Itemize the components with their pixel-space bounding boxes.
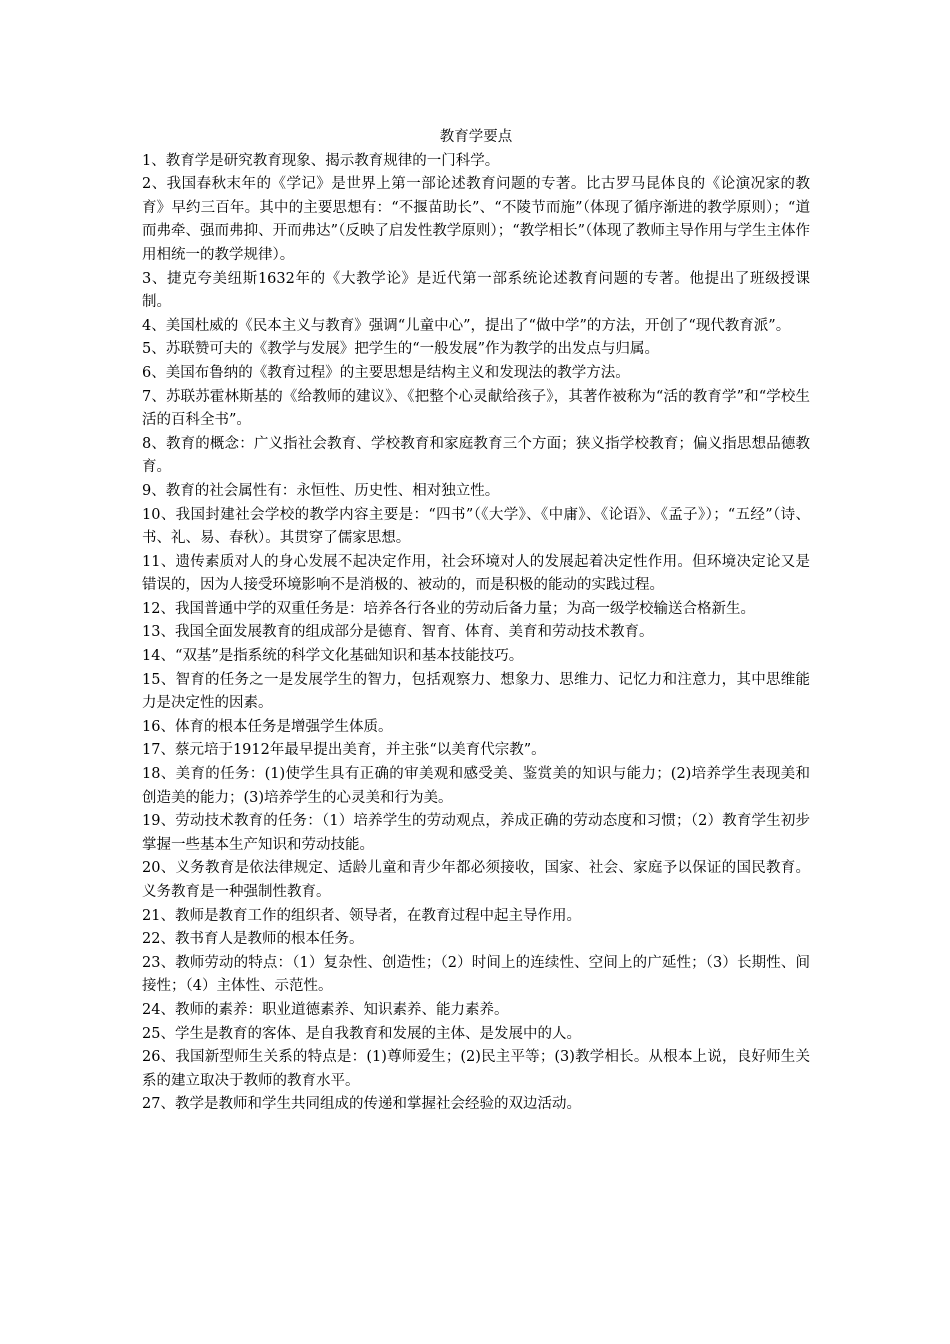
list-item: 23、教师劳动的特点：（1）复杂性、创造性；（2）时间上的连续性、空间上的广延性；（3）长期性、间接性；（4）主体性、示范性。 [142,954,810,995]
document-title: 教育学要点 [439,129,513,145]
list-item: 2、我国春秋末年的《学记》是世界上第一部论述教育问题的专著。比古罗马昆体良的《论演况家的教育》早约三百年。其中的主要思想有：“不揠苗助长”、“不陵节而施”（体现了循序渐进的教学原则）；“道而弗牵、强而弗抑、开而弗达”（反映了启发性教学原则）；“教学相长”（体现了教师主导作用与学生主体作用相统一的教学规律）。 [142,176,810,263]
list-item: 15、智育的任务之一是发展学生的智力，包括观察力、想象力、思维力、记忆力和注意力，其中思维能力是决定性的因素。 [142,671,810,712]
list-item: 11、遗传素质对人的身心发展不起决定作用，社会环境对人的发展起着决定性作用。但环境决定论又是错误的，因为人接受环境影响不是消极的、被动的，而是积极的能动的实践过程。 [142,553,810,594]
list-item: 21、教师是教育工作的组织者、领导者，在教育过程中起主导作用。 [142,907,581,924]
list-item: 9、教育的社会属性有：永恒性、历史性、相对独立性。 [142,482,500,499]
list-item: 17、蔡元培于1912年最早提出美育，并主张“以美育代宗教”。 [142,742,546,759]
list-item: 27、教学是教师和学生共同组成的传递和掌握社会经验的双边活动。 [142,1096,581,1113]
list-item: 3、捷克夸美纽斯1632年的《大教学论》是近代第一部系统论述教育问题的专著。他提出了班级授课制。 [142,270,810,311]
list-item: 6、美国布鲁纳的《教育过程》的主要思想是结构主义和发现法的教学方法。 [142,364,630,381]
list-item: 5、苏联赞可夫的《教学与发展》把学生的“一般发展”作为教学的出发点与归属。 [142,341,660,358]
list-item: 18、美育的任务：(1)使学生具有正确的审美观和感受美、鉴赏美的知识与能力；(2)培养学生表现美和创造美的能力；(3)培养学生的心灵美和行为美。 [142,766,810,806]
list-item: 16、体育的根本任务是增强学生体质。 [142,718,393,735]
document-page [142,126,810,1117]
list-item: 13、我国全面发展教育的组成部分是德育、智育、体育、美育和劳动技术教育。 [142,624,654,641]
list-item: 24、教师的素养：职业道德素养、知识素养、能力素养。 [142,1001,509,1018]
list-item: 19、劳动技术教育的任务：（1）培养学生的劳动观点，养成正确的劳动态度和习惯；（2）教育学生初步掌握一些基本生产知识和劳动技能。 [142,813,810,853]
list-item: 4、美国杜威的《民本主义与教育》强调“儿童中心”，提出了“做中学”的方法，开创了“现代教育派”。 [142,317,791,334]
list-item: 20、义务教育是依法律规定、适龄儿童和青少年都必须接收，国家、社会、家庭予以保证的国民教育。义务教育是一种强制性教育。 [142,860,810,900]
list-item: 25、学生是教育的客体、是自我教育和发展的主体、是发展中的人。 [142,1025,581,1042]
list-item: 10、我国封建社会学校的教学内容主要是：“四书”（《大学》、《中庸》、《论语》、《孟子》）；“五经”（诗、书、礼、易、春秋）。其贯穿了儒家思想。 [142,506,810,547]
list-item: 22、教书育人是教师的根本任务。 [142,931,364,948]
list-item: 12、我国普通中学的双重任务是：培养各行各业的劳动后备力量；为高一级学校输送合格新生。 [142,600,755,617]
list-item: 26、我国新型师生关系的特点是：(1)尊师爱生；(2)民主平等；(3)教学相长。从根本上说，良好师生关系的建立取决于教师的教育水平。 [142,1049,810,1089]
list-item: 8、教育的概念：广义指社会教育、学校教育和家庭教育三个方面；狭义指学校教育；偏义指思想品德教育。 [142,435,810,476]
list-item: 1、教育学是研究教育现象、揭示教育规律的一门科学。 [142,152,500,169]
list-item: 7、苏联苏霍林斯基的《给教师的建议》、《把整个心灵献给孩子》，其著作被称为“活的教育学”和“学校生活的百科全书”。 [142,388,810,429]
list-item: 14、“双基”是指系统的科学文化基础知识和基本技能技巧。 [142,648,524,665]
